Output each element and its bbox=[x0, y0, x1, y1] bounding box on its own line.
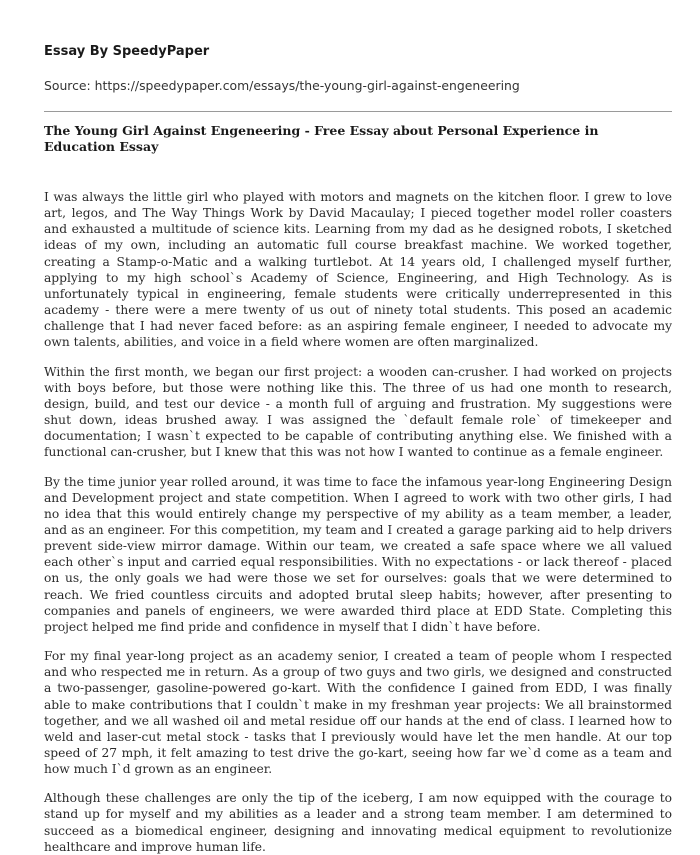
source-line bbox=[44, 78, 672, 94]
essay-body bbox=[44, 189, 672, 855]
source-label: Source: bbox=[44, 78, 95, 93]
essay-title: The Young Girl Against Engeneering - Free Essay about Personal Experience in Education Essay bbox=[44, 123, 599, 154]
essay-paragraph: Although these challenges are only the tip of the iceberg, I am now equipped with the courage to stand up for myself and my abilities as a leader and a strong team member. I am determined to succeed as a biomedical engineer, designing and innovating medical equipment to revolutionize healthcare and improve human life. bbox=[44, 791, 672, 854]
source-url: https://speedypaper.com/essays/the-young-girl-against-engeneering bbox=[94, 78, 520, 93]
header-divider bbox=[44, 111, 672, 112]
essay-paragraph: Within the first month, we began our first project: a wooden can-crusher. I had worked on projects with boys before, but those were nothing like this. The three of us had one month to research, design, build, and test our device - a month full of arguing and frustration. My suggestions were shut down, ideas brushed away. I was assigned the `default female role` of timekeeper and documentation; I wasn`t expected to be capable of contributing anything else. We finished with a functional can-crusher, but I knew that this was not how I wanted to continue as a female engineer. bbox=[44, 364, 672, 460]
essay-paragraph: I was always the little girl who played with motors and magnets on the kitchen floor. I grew to love art, legos, and The Way Things Work by David Macaulay; I pieced together model roller coasters and exhausted a multitude of science kits. Learning from my dad as he designed robots, I sketched ideas of my own, including an automatic full course breakfast machine. We worked together, creating a Stamp-o-Matic and a walking turtlebot. At 14 years old, I challenged myself further, applying to my high school`s Academy of Science, Engineering, and High Technology. As is unfortunately typical in engineering, female students were critically underrepresented in this academy - there were a mere twenty of us out of ninety total students. This posed an academic challenge that I had never faced before: as an aspiring female engineer, I needed to advocate my own talents, abilities, and voice in a field where women are often marginalized. bbox=[44, 190, 672, 350]
essay-paragraph: By the time junior year rolled around, it was time to face the infamous year-long Engineering Design and Development project and state competition. When I agreed to work with two other girls, I had no idea that this would entirely change my perspective of my ability as a team member, a leader, and as an engineer. For this competition, my team and I created a garage parking aid to help drivers prevent side-view mirror damage. Within our team, we created a safe space where we all valued each other`s input and carried equal responsibilities. With no expectations - or lack thereof - placed on us, the only goals we had were those we set for ourselves: goals that we were determined to reach. We fried countless circuits and adopted brutal sleep habits; however, after presenting to companies and panels of engineers, we were awarded third place at EDD State. Completing this project helped me find pride and confidence in myself that I didn`t have before. bbox=[44, 474, 672, 634]
site-title: Essay By SpeedyPaper bbox=[44, 44, 210, 59]
essay-paragraph: For my final year-long project as an academy senior, I created a team of people whom I respected and who respected me in return. As a group of two guys and two girls, we designed and constructed a two-passenger, gasoline-powered go-kart. With the confidence I gained from EDD, I was finally able to make contributions that I couldn`t make in my freshman year projects: We all brainstormed together, and we all washed oil and metal residue off our hands at the end of class. I learned how to weld and laser-cut metal stock - tasks that I previously would have let the men handle. At our top speed of 27 mph, it felt amazing to test drive the go-kart, seeing how far we`d come as a team and how much I`d grown as an engineer. bbox=[44, 649, 672, 777]
